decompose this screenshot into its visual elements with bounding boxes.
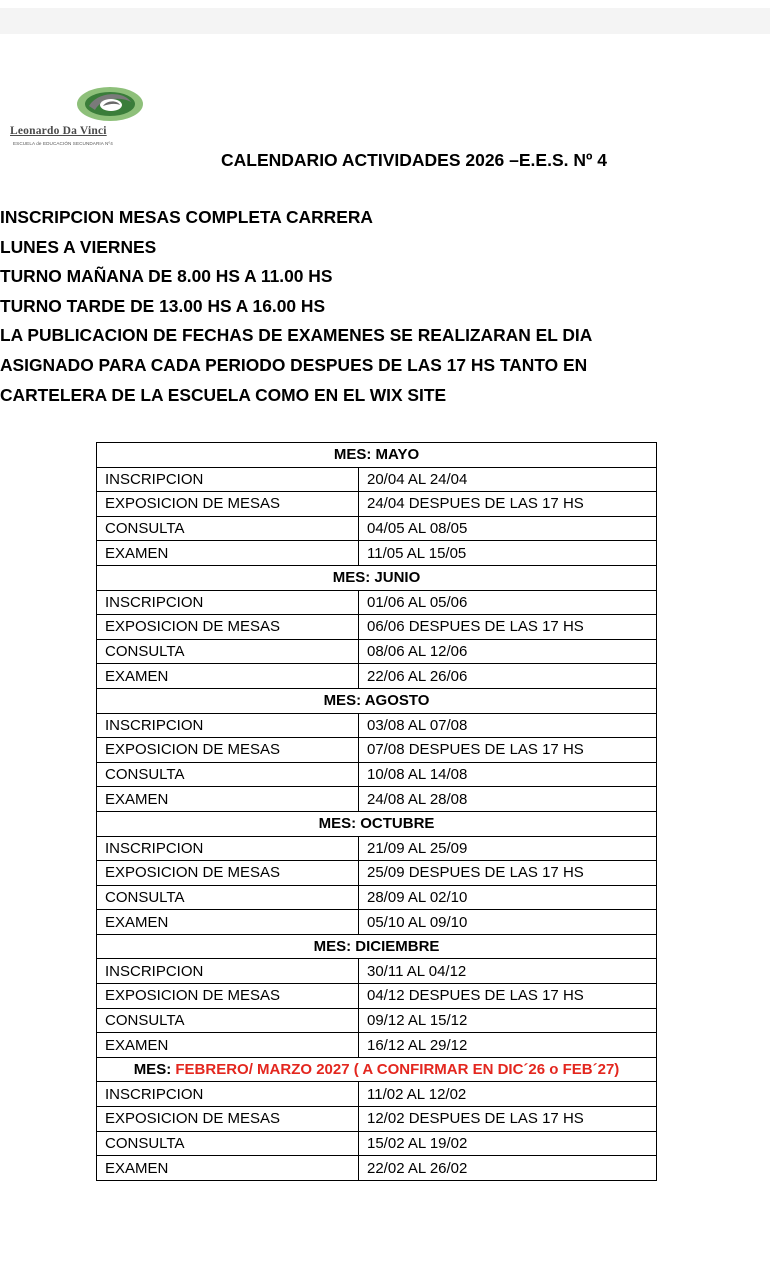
date-cell: 07/08 DESPUES DE LAS 17 HS [359, 738, 657, 763]
activity-cell: INSCRIPCION [97, 959, 359, 984]
activity-cell: EXPOSICION DE MESAS [97, 492, 359, 517]
date-cell: 15/02 AL 19/02 [359, 1131, 657, 1156]
month-name: DICIEMBRE [355, 938, 440, 956]
month-name: OCTUBRE [360, 815, 435, 833]
date-cell: 06/06 DESPUES DE LAS 17 HS [359, 615, 657, 640]
info-line: LA PUBLICACION DE FECHAS DE EXAMENES SE REALIZARAN EL DIA [0, 325, 593, 346]
table-row [97, 984, 657, 1009]
table-row [97, 1156, 657, 1181]
date-cell: 04/05 AL 08/05 [359, 516, 657, 541]
activity-cell: EXPOSICION DE MESAS [97, 1107, 359, 1132]
table-row [97, 713, 657, 738]
activity-cell: CONSULTA [97, 639, 359, 664]
table-row [97, 467, 657, 492]
month-header-row [97, 688, 657, 713]
date-cell: 25/09 DESPUES DE LAS 17 HS [359, 861, 657, 886]
date-cell: 20/04 AL 24/04 [359, 467, 657, 492]
table-row [97, 492, 657, 517]
month-header [97, 688, 657, 713]
school-logo [10, 84, 210, 154]
date-cell: 24/04 DESPUES DE LAS 17 HS [359, 492, 657, 517]
date-cell: 30/11 AL 04/12 [359, 959, 657, 984]
month-header-row [97, 565, 657, 590]
logo-name: Leonardo Da Vinci [10, 125, 107, 137]
table-row [97, 1082, 657, 1107]
date-cell: 22/02 AL 26/02 [359, 1156, 657, 1181]
table-row [97, 861, 657, 886]
activity-cell: CONSULTA [97, 1008, 359, 1033]
activity-cell: CONSULTA [97, 516, 359, 541]
activity-cell: INSCRIPCION [97, 1082, 359, 1107]
table-row [97, 787, 657, 812]
info-line: ASIGNADO PARA CADA PERIODO DESPUES DE LAS 17 HS TANTO EN [0, 354, 588, 375]
activity-cell: EXAMEN [97, 664, 359, 689]
month-header-row [97, 811, 657, 836]
date-cell: 03/08 AL 07/08 [359, 713, 657, 738]
month-prefix: MES: [323, 692, 365, 710]
table-row [97, 762, 657, 787]
info-line: CARTELERA DE LA ESCUELA COMO EN EL WIX SITE [0, 384, 447, 405]
table-row [97, 1008, 657, 1033]
month-prefix: MES: [332, 569, 375, 587]
table-row [97, 590, 657, 615]
table-row [97, 541, 657, 566]
month-header [97, 565, 657, 590]
date-cell: 28/09 AL 02/10 [359, 885, 657, 910]
activity-cell: EXAMEN [97, 1156, 359, 1181]
info-block [0, 203, 592, 410]
activity-cell: EXAMEN [97, 1033, 359, 1058]
table-row [97, 1107, 657, 1132]
activity-cell: EXPOSICION DE MESAS [97, 615, 359, 640]
date-cell: 24/08 AL 28/08 [359, 787, 657, 812]
activity-cell: INSCRIPCION [97, 467, 359, 492]
activity-cell: EXPOSICION DE MESAS [97, 738, 359, 763]
info-line: TURNO MAÑANA DE 8.00 HS A 11.00 HS [0, 266, 333, 287]
date-cell: 05/10 AL 09/10 [359, 910, 657, 935]
month-header [97, 811, 657, 836]
month-header-row [97, 1057, 657, 1082]
top-bar [0, 8, 770, 34]
month-header [97, 443, 657, 468]
month-prefix: MES: [318, 815, 361, 833]
date-cell: 12/02 DESPUES DE LAS 17 HS [359, 1107, 657, 1132]
date-cell: 04/12 DESPUES DE LAS 17 HS [359, 984, 657, 1009]
table-row [97, 664, 657, 689]
activity-cell: EXAMEN [97, 541, 359, 566]
month-name: MAYO [375, 446, 420, 464]
activity-cell: EXPOSICION DE MESAS [97, 861, 359, 886]
table-row [97, 910, 657, 935]
month-prefix: MES: [313, 938, 356, 956]
activity-cell: EXPOSICION DE MESAS [97, 984, 359, 1009]
activity-cell: INSCRIPCION [97, 713, 359, 738]
activity-cell: INSCRIPCION [97, 836, 359, 861]
month-header [97, 1057, 657, 1082]
date-cell: 21/09 AL 25/09 [359, 836, 657, 861]
logo-subtitle: ESCUELA de EDUCACIÓN SECUNDARIA Nº4 [13, 141, 113, 146]
page-title: CALENDARIO ACTIVIDADES 2026 –E.E.S. Nº 4 [221, 150, 607, 170]
activity-cell: EXAMEN [97, 787, 359, 812]
activity-cell: CONSULTA [97, 885, 359, 910]
date-cell: 11/02 AL 12/02 [359, 1082, 657, 1107]
table-row [97, 516, 657, 541]
month-highlight: FEBRERO/ MARZO 2027 ( A CONFIRMAR EN DIC´26 o FEB´27) [175, 1061, 620, 1079]
table-row [97, 738, 657, 763]
month-header [97, 934, 657, 959]
date-cell: 10/08 AL 14/08 [359, 762, 657, 787]
table-row [97, 615, 657, 640]
date-cell: 01/06 AL 05/06 [359, 590, 657, 615]
schedule-table [96, 442, 657, 1181]
activity-cell: EXAMEN [97, 910, 359, 935]
info-line: LUNES A VIERNES [0, 236, 157, 257]
logo-emblem-icon [65, 84, 155, 124]
date-cell: 08/06 AL 12/06 [359, 639, 657, 664]
table-row [97, 1033, 657, 1058]
activity-cell: INSCRIPCION [97, 590, 359, 615]
table-row [97, 639, 657, 664]
info-line: TURNO TARDE DE 13.00 HS A 16.00 HS [0, 295, 326, 316]
table-row [97, 1131, 657, 1156]
month-name: AGOSTO [364, 692, 430, 710]
month-prefix: MES: [133, 1061, 176, 1079]
info-line: INSCRIPCION MESAS COMPLETA CARRERA [0, 207, 373, 227]
activity-cell: CONSULTA [97, 762, 359, 787]
month-name: JUNIO [374, 569, 421, 587]
date-cell: 11/05 AL 15/05 [359, 541, 657, 566]
table-row [97, 959, 657, 984]
activity-cell: CONSULTA [97, 1131, 359, 1156]
month-header-row [97, 443, 657, 468]
date-cell: 09/12 AL 15/12 [359, 1008, 657, 1033]
date-cell: 16/12 AL 29/12 [359, 1033, 657, 1058]
table-row [97, 885, 657, 910]
table-row [97, 836, 657, 861]
month-header-row [97, 934, 657, 959]
date-cell: 22/06 AL 26/06 [359, 664, 657, 689]
month-prefix: MES: [333, 446, 376, 464]
